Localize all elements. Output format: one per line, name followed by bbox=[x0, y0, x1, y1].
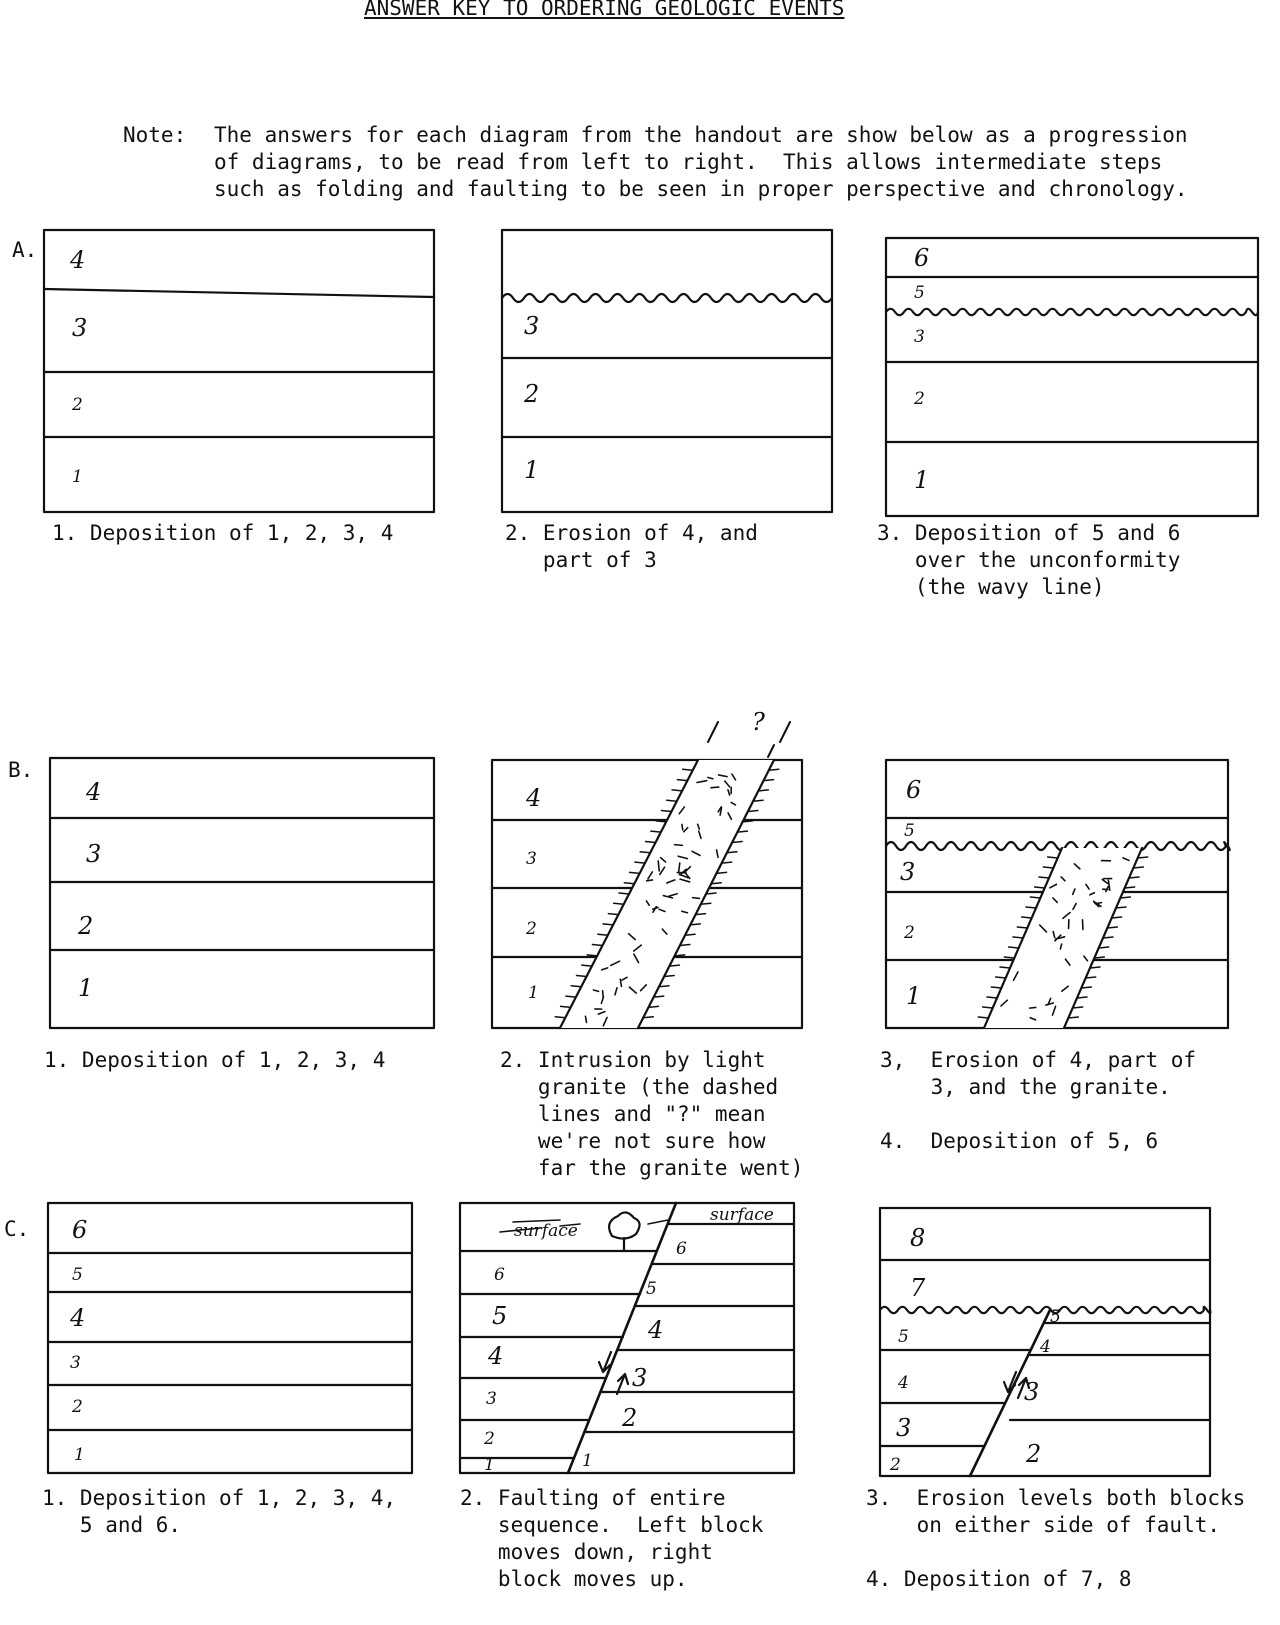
layer-labels bbox=[69, 244, 1061, 1475]
contact-tick bbox=[651, 831, 661, 832]
layer-label: 6 bbox=[676, 1239, 687, 1259]
layer-label: 5 bbox=[1050, 1307, 1061, 1327]
contact-tick bbox=[672, 790, 682, 791]
contact-tick bbox=[635, 862, 645, 863]
contact-tick bbox=[727, 852, 737, 853]
contact-tick bbox=[661, 811, 671, 812]
contact-tick bbox=[1090, 967, 1100, 968]
contact-tick bbox=[764, 780, 774, 781]
contact-tick bbox=[648, 1006, 658, 1007]
contact-tick bbox=[1004, 957, 1014, 958]
note-label: Note: bbox=[123, 123, 187, 147]
granite-dash bbox=[1030, 1007, 1036, 1008]
layer-label: 4 bbox=[526, 784, 542, 812]
contact-tick bbox=[706, 893, 716, 894]
note-line-1: The answers for each diagram from the handout are show below as a progression bbox=[214, 123, 1188, 147]
contact-tick bbox=[677, 780, 687, 781]
surface-mark bbox=[648, 1220, 668, 1224]
layer-label: 1 bbox=[484, 1455, 495, 1475]
contact-tick bbox=[592, 945, 602, 946]
contact-tick bbox=[1107, 927, 1117, 928]
layer-label: 4 bbox=[70, 1304, 86, 1332]
diagram-b1-frame bbox=[50, 758, 434, 1028]
layer-label: 3 bbox=[72, 314, 88, 342]
contact-tick bbox=[571, 986, 581, 987]
contact-tick bbox=[978, 1017, 988, 1018]
contact-tick bbox=[1035, 887, 1045, 888]
layer-label: 5 bbox=[914, 283, 925, 303]
contact-line bbox=[44, 289, 434, 297]
contact-tick bbox=[608, 914, 618, 915]
layer-label: 2 bbox=[904, 923, 915, 943]
layer-label: 2 bbox=[72, 1397, 83, 1417]
contact-tick bbox=[630, 872, 640, 873]
contact-tick bbox=[1068, 1017, 1078, 1018]
surface-label-right: surface bbox=[710, 1205, 774, 1225]
contact-tick bbox=[619, 893, 629, 894]
note-line-2: of diagrams, to be read from left to right. This allows intermediate steps bbox=[214, 150, 1163, 174]
contact-tick bbox=[1022, 917, 1032, 918]
surface-label-left: surface bbox=[514, 1221, 578, 1241]
contact-tick bbox=[983, 1007, 993, 1008]
contact-tick bbox=[732, 841, 742, 842]
layer-label: 5 bbox=[72, 1265, 83, 1285]
layer-label: 1 bbox=[528, 983, 539, 1003]
dashed-extension bbox=[780, 722, 790, 742]
contact-tick bbox=[991, 987, 1001, 988]
caption-b3: 3, Erosion of 4, part of 3, and the granite. 4. Deposition of 5, 6 bbox=[880, 1048, 1197, 1153]
contact-tick bbox=[996, 977, 1006, 978]
layer-label: 5 bbox=[646, 1279, 657, 1299]
contact-tick bbox=[1086, 977, 1096, 978]
layer-label: 2 bbox=[524, 380, 540, 408]
contact-tick bbox=[1129, 877, 1139, 878]
contact-tick bbox=[1094, 957, 1104, 958]
diagram-a1 bbox=[44, 230, 434, 512]
contact-tick bbox=[1030, 897, 1040, 898]
contact-tick bbox=[722, 862, 732, 863]
contact-tick bbox=[1000, 967, 1010, 968]
layer-label: 4 bbox=[1040, 1337, 1051, 1357]
layer-label: 2 bbox=[914, 389, 925, 409]
dashed-extension bbox=[768, 745, 774, 757]
contact-tick bbox=[685, 934, 695, 935]
diagram-c2 bbox=[460, 1203, 794, 1473]
layer-label: 1 bbox=[906, 982, 922, 1010]
granite-dash bbox=[585, 1016, 586, 1022]
contact-tick bbox=[646, 841, 656, 842]
diagram-a3-frame bbox=[886, 238, 1258, 516]
unconformity-line bbox=[880, 1307, 1210, 1313]
diagram-a2-frame bbox=[502, 230, 832, 512]
layer-label: 3 bbox=[524, 312, 540, 340]
contact-tick bbox=[669, 965, 679, 966]
layer-label: 3 bbox=[914, 327, 925, 347]
contact-tick bbox=[1073, 1007, 1083, 1008]
layer-label: 1 bbox=[582, 1451, 593, 1471]
layer-label: 1 bbox=[74, 1445, 85, 1465]
contact-tick bbox=[1116, 907, 1126, 908]
contact-tick bbox=[582, 965, 592, 966]
contact-tick bbox=[987, 997, 997, 998]
layer-label: 3 bbox=[70, 1353, 81, 1373]
caption-b2: 2. Intrusion by light granite (the dashed lines and "?" mean we're not sure how far the granite went) bbox=[500, 1048, 804, 1180]
contact-tick bbox=[769, 769, 779, 770]
contact-tick bbox=[614, 903, 624, 904]
layer-label: 2 bbox=[78, 912, 94, 940]
contact-tick bbox=[598, 934, 608, 935]
layer-label: 6 bbox=[72, 1216, 88, 1244]
contact-tick bbox=[1120, 897, 1130, 898]
caption-a2: 2. Erosion of 4, and part of 3 bbox=[505, 521, 758, 572]
contact-tick bbox=[555, 1017, 565, 1018]
contact-tick bbox=[1009, 947, 1019, 948]
layer-label: 1 bbox=[78, 974, 94, 1002]
dashed-extension bbox=[708, 722, 718, 742]
layer-label: 2 bbox=[1026, 1440, 1042, 1468]
layer-label: 4 bbox=[898, 1373, 909, 1393]
contact-tick bbox=[675, 955, 685, 956]
contact-tick bbox=[716, 872, 726, 873]
granite-dash bbox=[647, 880, 653, 881]
contact-tick bbox=[659, 986, 669, 987]
contact-tick bbox=[758, 790, 768, 791]
contact-tick bbox=[748, 811, 758, 812]
diagram-b3 bbox=[886, 760, 1230, 1028]
layer-label: 6 bbox=[494, 1265, 505, 1285]
contact-tick bbox=[1013, 937, 1023, 938]
caption-a1: 1. Deposition of 1, 2, 3, 4 bbox=[52, 521, 394, 545]
layer-label: 3 bbox=[1024, 1378, 1040, 1406]
granite-dash bbox=[693, 898, 700, 899]
granite-dash bbox=[1096, 903, 1101, 904]
contact-tick bbox=[1081, 987, 1091, 988]
caption-a3: 3. Deposition of 5 and 6 over the unconformity (the wavy line) bbox=[877, 521, 1181, 599]
contact-tick bbox=[640, 852, 650, 853]
question-mark: ? bbox=[752, 708, 765, 736]
unconformity-line bbox=[886, 309, 1258, 315]
contact-tick bbox=[643, 1017, 653, 1018]
caption-b1: 1. Deposition of 1, 2, 3, 4 bbox=[44, 1048, 386, 1072]
contact-tick bbox=[664, 975, 674, 976]
caption-c3: 3. Erosion levels both blocks on either side of fault. 4. Deposition of 7, 8 bbox=[866, 1486, 1246, 1591]
layer-label: 1 bbox=[914, 466, 930, 494]
layer-label: 2 bbox=[622, 1404, 638, 1432]
layer-label: 4 bbox=[70, 246, 86, 274]
row-label-b: B. bbox=[8, 758, 34, 782]
layer-label: 5 bbox=[898, 1327, 909, 1347]
layer-label: 7 bbox=[910, 1274, 926, 1302]
layer-label: 6 bbox=[914, 244, 930, 272]
granite-dash bbox=[658, 861, 659, 871]
row-label-c: C. bbox=[4, 1217, 30, 1241]
diagram-c1-frame bbox=[48, 1203, 412, 1473]
contact-tick bbox=[561, 1006, 571, 1007]
contact-tick bbox=[743, 821, 753, 822]
layer-label: 3 bbox=[486, 1389, 497, 1409]
contact-tick bbox=[667, 800, 677, 801]
contact-tick bbox=[683, 769, 693, 770]
layer-label: 4 bbox=[648, 1316, 664, 1344]
contact-tick bbox=[1099, 947, 1109, 948]
contact-tick bbox=[690, 924, 700, 925]
granite-dash bbox=[603, 991, 604, 997]
layer-label: 3 bbox=[632, 1364, 648, 1392]
layer-label: 6 bbox=[906, 776, 922, 804]
contact-tick bbox=[1133, 867, 1143, 868]
granite-dash bbox=[711, 787, 719, 788]
contact-tick bbox=[603, 924, 613, 925]
diagram-a2 bbox=[502, 230, 832, 512]
contact-tick bbox=[577, 975, 587, 976]
contact-tick bbox=[1043, 867, 1053, 868]
contact-tick bbox=[1017, 927, 1027, 928]
layer-label: 1 bbox=[524, 456, 540, 484]
contact-tick bbox=[1026, 907, 1036, 908]
layer-label: 1 bbox=[72, 467, 83, 487]
layer-label: 4 bbox=[488, 1342, 504, 1370]
granite-dash bbox=[674, 845, 682, 846]
contact-tick bbox=[1039, 877, 1049, 878]
diagram-b1 bbox=[50, 758, 434, 1028]
layer-label: 4 bbox=[86, 778, 102, 806]
diagram-a3 bbox=[886, 238, 1258, 516]
contact-tick bbox=[654, 996, 664, 997]
layer-label: 3 bbox=[86, 840, 102, 868]
contact-tick bbox=[1138, 857, 1148, 858]
tree-sketch-icon bbox=[609, 1212, 639, 1238]
layer-label: 2 bbox=[72, 395, 83, 415]
contact-tick bbox=[1103, 937, 1113, 938]
layer-label: 2 bbox=[890, 1455, 901, 1475]
layer-label: 8 bbox=[910, 1224, 926, 1252]
layer-label: 3 bbox=[900, 858, 916, 886]
contact-tick bbox=[701, 903, 711, 904]
layer-label: 5 bbox=[492, 1302, 508, 1330]
contact-tick bbox=[1125, 887, 1135, 888]
contact-tick bbox=[1077, 997, 1087, 998]
note-line-3: such as folding and faulting to be seen in proper perspective and chronology. bbox=[214, 177, 1188, 201]
layer-label: 5 bbox=[904, 821, 915, 841]
layer-label: 2 bbox=[484, 1429, 495, 1449]
caption-c2: 2. Faulting of entire sequence. Left block moves down, right block moves up. bbox=[460, 1486, 764, 1591]
row-label-a: A. bbox=[12, 238, 38, 262]
contact-tick bbox=[696, 914, 706, 915]
layer-label: 3 bbox=[896, 1414, 912, 1442]
caption-c1: 1. Deposition of 1, 2, 3, 4, 5 and 6. bbox=[42, 1486, 397, 1537]
contact-tick bbox=[753, 800, 763, 801]
granite-dash bbox=[620, 979, 621, 986]
page-title: ANSWER KEY TO ORDERING GEOLOGIC EVENTS bbox=[364, 0, 845, 20]
diagram-c1 bbox=[48, 1203, 412, 1473]
layer-label: 3 bbox=[526, 849, 537, 869]
contact-tick bbox=[587, 955, 597, 956]
unconformity-line bbox=[502, 294, 832, 302]
contact-tick bbox=[737, 831, 747, 832]
granite-dash bbox=[682, 824, 683, 829]
contact-tick bbox=[680, 945, 690, 946]
unconformity-line bbox=[886, 842, 1230, 850]
contact-tick bbox=[566, 996, 576, 997]
contact-tick bbox=[711, 883, 721, 884]
contact-tick bbox=[624, 883, 634, 884]
layer-label: 2 bbox=[526, 919, 537, 939]
contact-tick bbox=[656, 821, 666, 822]
contact-tick bbox=[1048, 857, 1058, 858]
contact-tick bbox=[1112, 917, 1122, 918]
